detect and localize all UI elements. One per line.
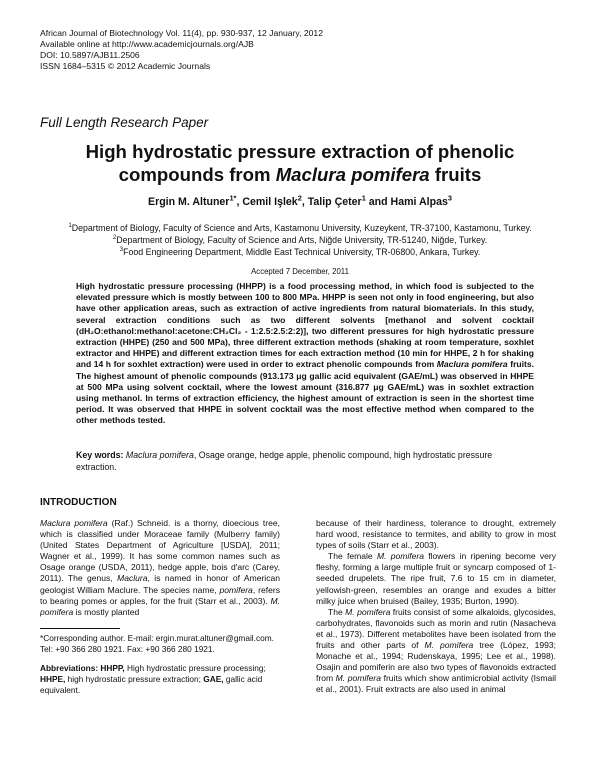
species-name: M. pomifera xyxy=(424,640,474,651)
affiliation xyxy=(40,222,560,234)
genus-name: Maclura xyxy=(117,573,148,584)
abbreviation-term: GAE, xyxy=(203,674,224,684)
left-column xyxy=(40,518,280,618)
accepted-date: Accepted 7 December, 2011 xyxy=(251,267,349,276)
journal-citation: African Journal of Biotechnology Vol. 11(4), pp. 930-937, 12 January, 2012 xyxy=(40,28,323,38)
issn: ISSN 1684–5315 © 2012 Academic Journals xyxy=(40,61,211,71)
affiliation xyxy=(40,246,560,258)
author-name: Ergin M. Altuner xyxy=(148,196,230,208)
affiliation-number: 1 xyxy=(68,222,72,230)
author-list: Ergin M. Altuner$^{1*}$, Cemil Işlek$^2$, Talip Çeter$^1$ and Hami Alpas$^3$ xyxy=(148,193,452,208)
author-name: Hami Alpas xyxy=(390,196,448,208)
author-name: Talip Çeter xyxy=(307,196,362,208)
affiliation-number: 3 xyxy=(119,246,124,254)
paper-type: Full Length Research Paper xyxy=(40,115,209,130)
keywords-text: , Osage orange, hedge apple, phenolic compound, high hydrostatic pressure extraction. xyxy=(76,450,493,472)
affiliation-text: Department of Biology, Faculty of Science and Arts, Kastamonu University, Kuzeykent, TR-37100, Kastamonu, Turkey. xyxy=(71,223,532,233)
author-affiliation-mark: 3 xyxy=(447,193,452,203)
body-text: fruits consist of some alkaloids, glycosides, carbohydrates, flavonoids such as morin and rutin (Nasacheva et al., 1973). Different metabolites have been isolated from the fruits and other parts of xyxy=(316,606,557,651)
body-paragraph xyxy=(316,551,556,606)
author-conjunction: and xyxy=(368,196,391,208)
abbreviation-term: HHPE, xyxy=(40,674,66,684)
author-affiliation-mark: 1* xyxy=(229,193,237,203)
title-species: Maclura pomifera xyxy=(275,164,430,185)
species-name: M. pomifera xyxy=(40,595,280,617)
section-heading-introduction: INTRODUCTION xyxy=(40,497,117,508)
body-text: tree (López, 1993; Monache et al., 1994; Rudenskaya, 1995; Lee et al., 1998). Osajin and pomiferin are also two types of flavonoids extracted from xyxy=(316,640,557,684)
body-text: The xyxy=(328,606,346,617)
abbreviations xyxy=(40,663,280,696)
title-text: fruits xyxy=(429,164,482,185)
intro-paragraph xyxy=(40,518,280,618)
right-column xyxy=(316,518,556,696)
body-text: The female xyxy=(328,551,377,562)
doi: DOI: 10.5897/AJB11.2506 xyxy=(40,50,140,60)
species-name: Maclura pomifera xyxy=(40,518,108,528)
footnote-email: *Corresponding author. E-mail: ergin.murat.altuner@gmail.com. xyxy=(40,633,274,643)
author-affiliation-mark: 2 xyxy=(297,193,302,203)
corresponding-author-footnote xyxy=(40,633,280,655)
body-text: flowers in ripening become very fleshy, forming a large multiple fruit or syncarp composed of 1-seeded drupelets. The ripe fruit, 7.6 to 15 cm in diameter, yellowish-green, resembles an orange and exudes a bitter milky juice when bruised (Bailey, 1935; Burton, 1990). xyxy=(316,551,557,606)
footnote-phone: Tel: +90 366 280 1921. Fax: +90 366 280 1921. xyxy=(40,644,215,654)
affiliation-number: 2 xyxy=(112,234,117,242)
paper-title xyxy=(40,140,560,186)
body-text: fruits which show antimicrobial activity (Ismail et al., 2001). Fruit extracts are also used in animal xyxy=(316,673,557,695)
body-text: (Raf.) Schneid. is a thorny, dioecious tree, which is classified under Moraceae family (Mulberry family) (United States Department of Agriculture [USDA], 2011; Wagner et al., 1999). It has some common names such as Osage orange (USDA, 2011), hedge apple, bois d'arc (Carey, 2011). The genus, xyxy=(40,518,280,584)
abbreviations-label: Abbreviations: xyxy=(40,663,99,673)
title-text: compounds from xyxy=(118,164,276,185)
author-affiliation-mark: 1 xyxy=(361,193,366,203)
keywords xyxy=(76,450,534,473)
body-text: is mostly planted xyxy=(73,606,140,617)
affiliation-text: Department of Biology, Faculty of Science and Arts, Niğde University, TR-51240, Niğde, Turkey. xyxy=(116,235,488,245)
footnote-divider xyxy=(40,628,120,629)
journal-header xyxy=(40,28,560,72)
abstract-text: High hydrostatic pressure processing (HHPP) is a food processing method, in which food is subjected to the elevated pressure which is mostly between 100 to 800 MPa. HHPP is seen not only in food engineering, but also have other application areas, such as extraction of active ingredients from natural biomaterials. In this study, several extraction conditions such as two different solvents [methanol and solvent cocktail (dH₂O:ethanol:methanol:acetone:CH₂Cl₂ - 1:2.5:2.5:2:2)], two different pressures for high hydrostatic pressure extraction (HHPE) (250 and 500 MPa), three different extraction methods (shaking at room temperature, soxhlet extractor and HHPE) and different extraction times for each extraction method (10 min for HHPE, 2 h for shaking and 14 h for soxhlet extraction) were used in order to extract phenolic compounds from xyxy=(76,281,534,370)
abstract-species: Maclura pomifera xyxy=(436,359,508,370)
abstract-text: fruits. The highest amount of phenolic compounds (913.173 μg gallic acid equivalent (GAE/mL) was observed in HHPE at 500 MPa using solvent cocktail, where the lowest amount (316.877 μg GAE/mL) was in soxhlet extraction using methanol. In terms of extraction efficiency, the highest amount of extraction is seen in the shortest time period. It was observed that HHPE in solvent cocktail was the most effective method when compared to the other methods tested. xyxy=(76,359,534,426)
body-text: because of their hardiness, tolerance to drought, extremely hard wood, resistance to termites, and ability to grow in most types of soils (Starr et al., 2003). xyxy=(316,518,556,551)
species-name: M. pomifera xyxy=(376,551,424,562)
abstract xyxy=(76,281,534,427)
abbreviation-definition: gallic acid equivalent. xyxy=(40,674,263,695)
species-epithet: pomifera xyxy=(219,584,253,595)
species-name: M. pomifera xyxy=(335,673,381,684)
body-text: , is named in honor of American geologist William Maclure. The species name, xyxy=(40,573,280,595)
affiliations xyxy=(40,222,560,258)
title-line-1: High hydrostatic pressure extraction of phenolic xyxy=(85,141,515,162)
abbreviation-definition: high hydrostatic pressure extraction; xyxy=(65,674,204,684)
keywords-label: Key words: xyxy=(76,450,124,460)
body-text: , refers to bearing pomes or apples, for the fruit (Starr et al., 2003). xyxy=(40,584,280,606)
affiliation xyxy=(40,234,560,246)
author-name: Cemil Işlek xyxy=(242,196,298,208)
title-line-2 xyxy=(40,163,560,186)
keyword-species: Maclura pomifera xyxy=(125,450,194,460)
affiliation-text: Food Engineering Department, Middle East Technical University, TR-06800, Ankara, Turkey. xyxy=(123,247,481,257)
body-paragraph xyxy=(316,607,556,696)
species-name: M. pomifera xyxy=(345,606,391,617)
journal-url: Available online at http://www.academicjournals.org/AJB xyxy=(40,39,254,49)
body-paragraph xyxy=(316,518,556,551)
abbreviation-term: HHPP, xyxy=(100,663,125,673)
abbreviation-definition: High hydrostatic pressure processing; xyxy=(124,663,266,673)
